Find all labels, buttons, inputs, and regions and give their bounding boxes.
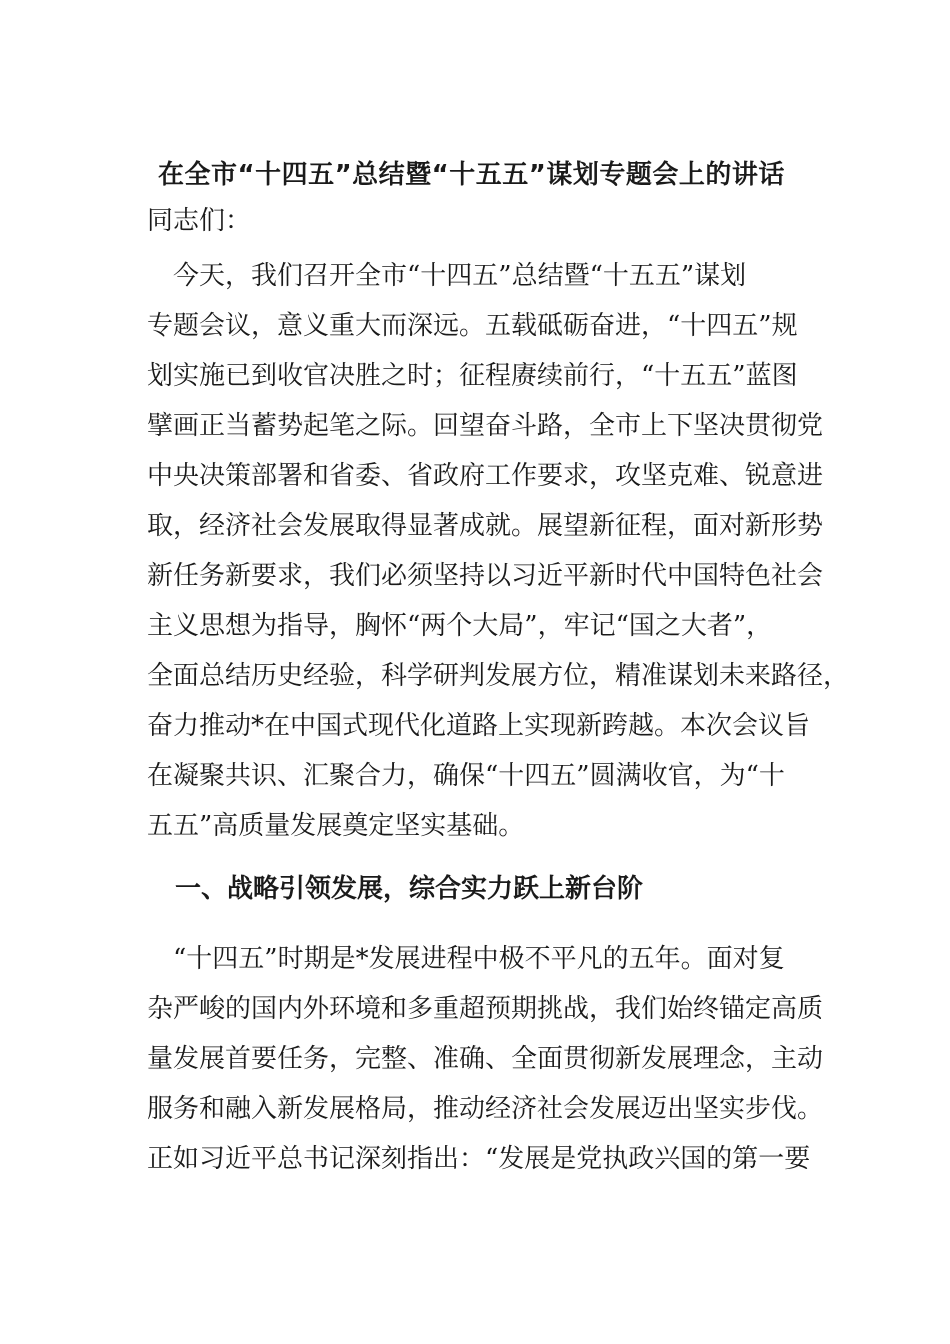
paragraph1-line: 五五”高质量发展奠定坚实基础。	[147, 811, 525, 841]
paragraph1-line: 在凝聚共识、汇聚合力，确保“十四五”圆满收官，为“十	[147, 761, 785, 791]
paragraph2-line: 正如习近平总书记深刻指出：“发展是党执政兴国的第一要	[147, 1144, 811, 1174]
paragraph1-line: 中央决策部署和省委、省政府工作要求，攻坚克难、锐意进	[147, 461, 824, 491]
paragraph1-line: 全面总结历史经验，科学研判发展方位，精准谋划未来路径，	[147, 661, 850, 691]
paragraph1-line: 新任务新要求，我们必须坚持以习近平新时代中国特色社会	[147, 561, 824, 591]
salutation: 同志们：	[147, 206, 252, 236]
paragraph2-line: “十四五”时期是*发展进程中极不平凡的五年。面对复	[147, 944, 785, 974]
paragraph1-line: 奋力推动*在中国式现代化道路上实现新跨越。本次会议旨	[147, 711, 811, 741]
paragraph1-line: 今天，我们召开全市“十四五”总结暨“十五五”谋划	[147, 261, 747, 291]
paragraph1-line: 取，经济社会发展取得显著成就。展望新征程，面对新形势	[147, 511, 824, 541]
document-title: 在全市“十四五”总结暨“十五五”谋划专题会上的讲话	[158, 160, 785, 190]
paragraph2-line: 量发展首要任务，完整、准确、全面贯彻新发展理念，主动	[147, 1044, 824, 1074]
paragraph2-line: 杂严峻的国内外环境和多重超预期挑战，我们始终锚定高质	[147, 994, 824, 1024]
section-heading: 一、战略引领发展，综合实力跃上新台阶	[175, 874, 644, 904]
paragraph1-line: 划实施已到收官决胜之时；征程赓续前行，“十五五”蓝图	[147, 361, 798, 391]
paragraph1-line: 擘画正当蓄势起笔之际。回望奋斗路，全市上下坚决贯彻党	[147, 411, 824, 441]
paragraph1-line: 专题会议，意义重大而深远。五载砥砺奋进，“十四五”规	[147, 311, 798, 341]
paragraph2-line: 服务和融入新发展格局，推动经济社会发展迈出坚实步伐。	[147, 1094, 824, 1124]
paragraph1-line: 主义思想为指导，胸怀“两个大局”，牢记“国之大者”，	[147, 611, 773, 641]
